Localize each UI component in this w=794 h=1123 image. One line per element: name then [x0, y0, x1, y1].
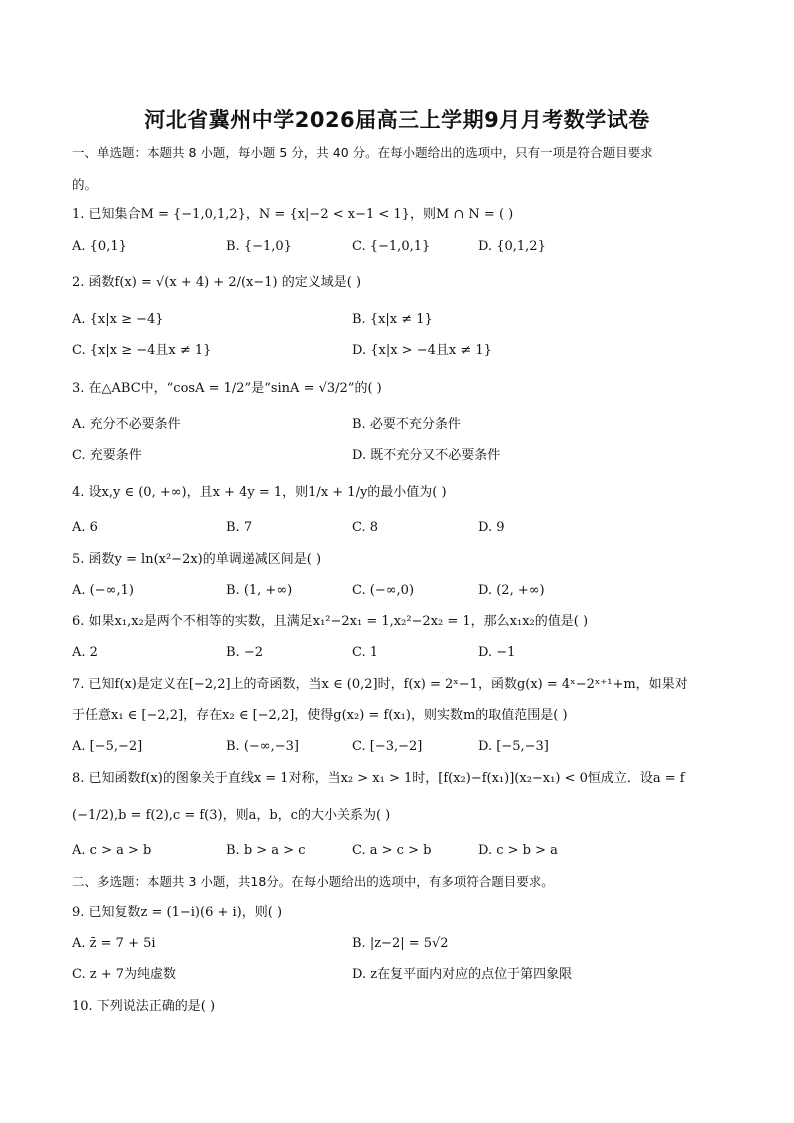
q8-option-a: A. c > a > b [72, 843, 152, 858]
q5-option-b: B. (1, +∞) [226, 583, 293, 598]
q5-option-d: D. (2, +∞) [478, 583, 545, 598]
q8-option-c: C. a > c > b [352, 843, 432, 858]
q1-option-a: A. {0,1} [72, 239, 127, 254]
question-2: 2. 函数f(x) = √(x + 4) + 2/(x−1) 的定义域是( ) [72, 275, 362, 290]
question-5: 5. 函数y = ln(x²−2x)的单调递减区间是( ) [72, 552, 322, 567]
question-4: 4. 设x,y ∈ (0, +∞)，且x + 4y = 1，则1/x + 1/y的最小值为( ) [72, 485, 447, 500]
q9-option-b: B. |z−2| = 5√2 [352, 936, 449, 951]
q4-option-a: A. 6 [72, 520, 98, 535]
question-6: 6. 如果x₁,x₂是两个不相等的实数，且满足x₁²−2x₁ = 1,x₂²−2x₂ = 1，那么x₁x₂的值是( ) [72, 614, 589, 629]
q8-option-d: D. c > b > a [478, 843, 558, 858]
q2-option-c: C. {x|x ≥ −4且x ≠ 1} [72, 343, 212, 358]
q4-option-c: C. 8 [352, 520, 379, 535]
q7-option-a: A. [−5,−2] [72, 739, 143, 754]
q1-option-d: D. {0,1,2} [478, 239, 546, 254]
q5-option-c: C. (−∞,0) [352, 583, 415, 598]
question-8: 8. 已知函数f(x)的图象关于直线x = 1对称，当x₂ > x₁ > 1时，[f(x₂)−f(x₁)](x₂−x₁) < 0恒成立．设a = f [72, 771, 685, 786]
q3-option-c: C. 充要条件 [72, 448, 142, 463]
q6-option-b: B. −2 [226, 645, 263, 660]
q6-option-d: D. −1 [478, 645, 516, 660]
q3-option-a: A. 充分不必要条件 [72, 417, 181, 432]
q9-option-d: D. z在复平面内对应的点位于第四象限 [352, 967, 573, 982]
q2-option-d: D. {x|x > −4且x ≠ 1} [352, 343, 492, 358]
q6-option-a: A. 2 [72, 645, 98, 660]
question-7: 7. 已知f(x)是定义在[−2,2]上的奇函数，当x ∈ (0,2]时，f(x) = 2ˣ−1，函数g(x) = 4ˣ−2ˣ⁺¹+m，如果对 [72, 677, 688, 692]
q3-option-b: B. 必要不充分条件 [352, 417, 461, 432]
q6-option-c: C. 1 [352, 645, 379, 660]
section2-header: 二、多选题：本题共 3 小题，共18分。在每小题给出的选项中，有多项符合题目要求。 [72, 874, 554, 889]
q2-option-b: B. {x|x ≠ 1} [352, 312, 433, 327]
q7-option-c: C. [−3,−2] [352, 739, 423, 754]
question-8-cont: (−1/2),b = f(2),c = f(3)，则a，b，c的大小关系为( ) [72, 808, 391, 823]
q5-option-a: A. (−∞,1) [72, 583, 134, 598]
q7-option-b: B. (−∞,−3] [226, 739, 299, 754]
question-7-cont: 于任意x₁ ∈ [−2,2]，存在x₂ ∈ [−2,2]，使得g(x₂) = f(x₁)，则实数m的取值范围是( ) [72, 708, 568, 723]
q4-option-b: B. 7 [226, 520, 253, 535]
section1-header-cont: 的。 [72, 177, 98, 192]
exam-title: 河北省冀州中学2026届高三上学期9月月考数学试卷 [144, 108, 650, 132]
question-9: 9. 已知复数z = (1−i)(6 + i)，则( ) [72, 905, 283, 920]
question-10: 10. 下列说法正确的是( ) [72, 999, 216, 1014]
q2-option-a: A. {x|x ≥ −4} [72, 312, 164, 327]
question-1: 1. 已知集合M = {−1,0,1,2}，N = {x|−2 < x−1 < 1}，则M ∩ N = ( ) [72, 207, 514, 222]
section1-header: 一、单选题：本题共 8 小题，每小题 5 分，共 40 分。在每小题给出的选项中，只有一项是符合题目要求 [72, 145, 653, 160]
q9-option-a: A. z̄ = 7 + 5i [72, 936, 156, 951]
q7-option-d: D. [−5,−3] [478, 739, 549, 754]
question-3: 3. 在△ABC中，“cosA = 1/2”是“sinA = √3/2”的( ) [72, 381, 382, 396]
q1-option-c: C. {−1,0,1} [352, 239, 431, 254]
q8-option-b: B. b > a > c [226, 843, 306, 858]
q3-option-d: D. 既不充分又不必要条件 [352, 448, 501, 463]
q4-option-d: D. 9 [478, 520, 505, 535]
q1-option-b: B. {−1,0} [226, 239, 292, 254]
q9-option-c: C. z + 7为纯虚数 [72, 967, 177, 982]
